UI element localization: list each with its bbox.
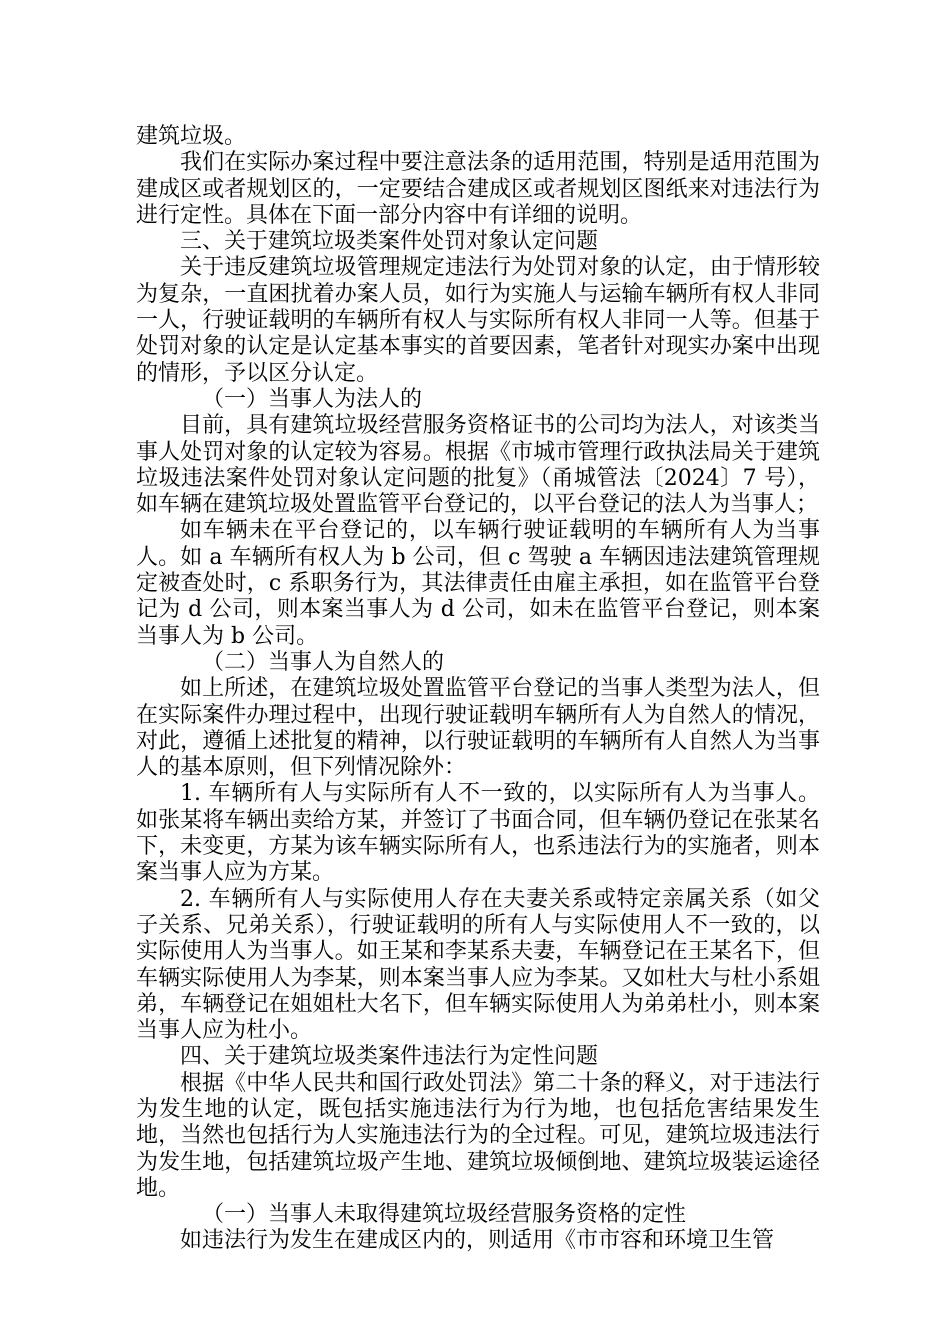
section-heading-3: 三、关于建筑垃圾类案件处罚对象认定问题	[180, 229, 599, 255]
paragraph-legal-person: 目前，具有建筑垃圾经营服务资格证书的公司均为法人，对该类当事人处罚对象的认定较为容易。根据《市城市管理行政执法局关于建筑垃圾违法案件处罚对象认定问题的批复》（甬城管法〔2024〕7 号），如车辆在建筑垃圾处置监管平台登记的，以平台登记的法人为当事人；	[136, 413, 820, 518]
document-body	[136, 124, 820, 1255]
list-item-2: 2. 车辆所有人与实际使用人存在夫妻关系或特定亲属关系（如父子关系、兄弟关系），行驶证载明的所有人与实际使用人不一致的，以实际使用人为当事人。如王某和李某系夫妻，车辆登记在王某名下，但车辆实际使用人为李某，则本案当事人应为李某。又如杜大与杜小系姐弟，车辆登记在姐姐杜大名下，但车辆实际使用人为弟弟杜小，则本案当事人应为杜小。	[136, 886, 820, 1044]
paragraph-penalty-object-intro: 关于违反建筑垃圾管理规定违法行为处罚对象的认定，由于情形较为复杂，一直困扰着办案人员，如行为实施人与运输车辆所有权人非同一人，行驶证载明的车辆所有权人与实际所有权人非同一人等。但基于处罚对象的认定是认定基本事实的首要因素，笔者针对现实办案中出现的情形，予以区分认定。	[136, 255, 820, 386]
subheading-no-qualification: （一）当事人未取得建筑垃圾经营服务资格的定性	[202, 1202, 687, 1228]
paragraph-natural-person: 如上所述，在建筑垃圾处置监管平台登记的当事人类型为法人，但在实际案件办理过程中，出现行驶证载明车辆所有人为自然人的情况，对此，遵循上述批复的精神，以行驶证载明的车辆所有人自然人为当事人的基本原则，但下列情况除外：	[136, 676, 820, 781]
paragraph-continuation: 建筑垃圾。	[136, 124, 247, 149]
paragraph-unregistered-vehicle: 如车辆未在平台登记的，以车辆行驶证载明的车辆所有人为当事人。如 a 车辆所有权人为 b 公司，但 c 驾驶 a 车辆因违法建筑管理规定被查处时，c 系职务行为，其法律责任由雇主承担，如在监管平台登记为 d 公司，则本案当事人为 d 公司，如未在监管平台登记，则本案当事人为 b 公司。	[136, 518, 820, 649]
list-item-1: 1. 车辆所有人与实际所有人不一致的，以实际所有人为当事人。如张某将车辆出卖给方某，并签订了书面合同，但车辆仍登记在张某名下，未变更，方某为该车辆实际所有人，也系违法行为的实施者，则本案当事人应为方某。	[136, 781, 820, 886]
paragraph-built-up-area: 如违法行为发生在建成区内的，则适用《市市容和环境卫生管	[180, 1228, 775, 1254]
subheading-legal-person: （一）当事人为法人的	[202, 386, 423, 412]
paragraph-violation-location: 根据《中华人民共和国行政处罚法》第二十条的释义，对于违法行为发生地的认定，既包括实施违法行为行为地，也包括危害结果发生地，当然也包括行为人实施违法行为的全过程。可见，建筑垃圾违法行为发生地，包括建筑垃圾产生地、建筑垃圾倾倒地、建筑垃圾装运途径地。	[136, 1070, 820, 1201]
section-heading-4: 四、关于建筑垃圾类案件违法行为定性问题	[180, 1044, 599, 1070]
paragraph-scope-note: 我们在实际办案过程中要注意法条的适用范围，特别是适用范围为建成区或者规划区的，一定要结合建成区或者规划区图纸来对违法行为进行定性。具体在下面一部分内容中有详细的说明。	[136, 150, 820, 228]
subheading-natural-person: （二）当事人为自然人的	[202, 649, 445, 675]
